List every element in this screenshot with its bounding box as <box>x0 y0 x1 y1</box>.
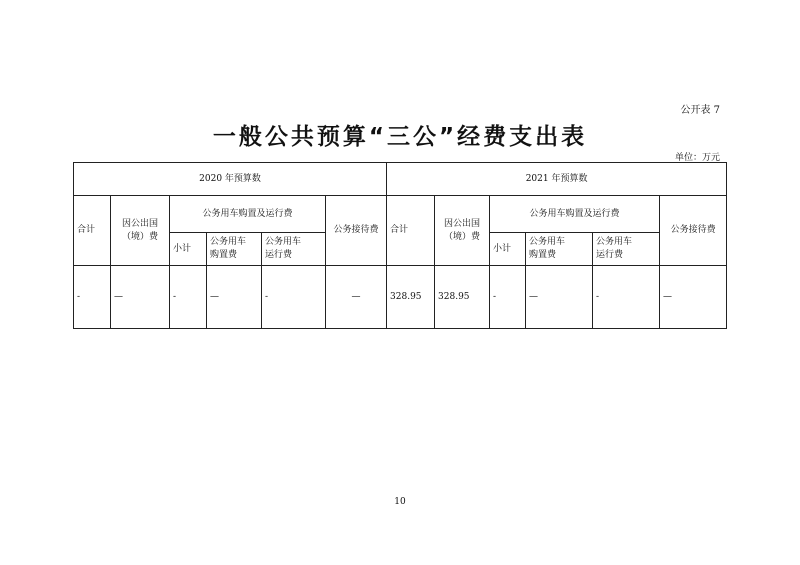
col-purchase-line2: 购置费 <box>529 250 557 260</box>
col-subtotal-2021: 小计 <box>490 233 526 266</box>
col-abroad-line1: 因公出国 <box>121 218 158 229</box>
col-operation-line2: 运行费 <box>596 250 624 260</box>
cell-total-2021: 328.95 <box>387 266 435 329</box>
col-abroad-line1: 因公出国 <box>444 218 481 229</box>
col-reception-2020: 公务接待费 <box>326 196 387 266</box>
cell-reception-2020: — <box>326 266 387 329</box>
col-purchase-2021 <box>526 233 593 266</box>
col-subtotal-2020: 小计 <box>170 233 207 266</box>
col-purchase-line1: 公务用车 <box>210 237 247 247</box>
col-abroad-2020 <box>111 196 170 266</box>
col-operation-line1: 公务用车 <box>265 237 302 247</box>
cell-subtotal-2021: - <box>490 266 526 329</box>
cell-reception-2021: — <box>660 266 727 329</box>
col-purchase-line1: 公务用车 <box>529 237 566 247</box>
cell-abroad-2020: — <box>111 266 170 329</box>
cell-purchase-2020: — <box>207 266 262 329</box>
cell-abroad-2021: 328.95 <box>435 266 490 329</box>
col-operation-line2: 运行费 <box>265 250 293 260</box>
budget-table <box>73 162 727 329</box>
cell-operation-2020: - <box>262 266 326 329</box>
col-purchase-2020 <box>207 233 262 266</box>
col-vehicle-2020: 公务用车购置及运行费 <box>170 196 326 233</box>
col-reception-2021: 公务接待费 <box>660 196 727 266</box>
cell-operation-2021: - <box>593 266 660 329</box>
col-abroad-line2: （境）费 <box>121 231 158 242</box>
year-header-row <box>74 163 727 196</box>
col-abroad-line2: （境）费 <box>444 231 481 242</box>
form-number: 公开表 7 <box>680 105 720 116</box>
unit-label: 单位：万元 <box>674 153 720 163</box>
cell-subtotal-2020: - <box>170 266 207 329</box>
column-header-row <box>74 196 727 233</box>
col-vehicle-2021: 公务用车购置及运行费 <box>490 196 660 233</box>
page-title: 一般公共预算“三公”经费支出表 <box>212 124 588 150</box>
group-header-2021: 2021 年预算数 <box>387 163 727 196</box>
col-purchase-line2: 购置费 <box>210 250 238 260</box>
col-operation-2020 <box>262 233 326 266</box>
cell-total-2020: - <box>74 266 111 329</box>
col-operation-line1: 公务用车 <box>596 237 633 247</box>
group-header-2020: 2020 年预算数 <box>74 163 387 196</box>
col-operation-2021 <box>593 233 660 266</box>
col-total-2021: 合计 <box>387 196 435 266</box>
col-abroad-2021 <box>435 196 490 266</box>
data-row <box>74 266 727 329</box>
cell-purchase-2021: — <box>526 266 593 329</box>
page-number: 10 <box>394 497 406 507</box>
col-total-2020: 合计 <box>74 196 111 266</box>
